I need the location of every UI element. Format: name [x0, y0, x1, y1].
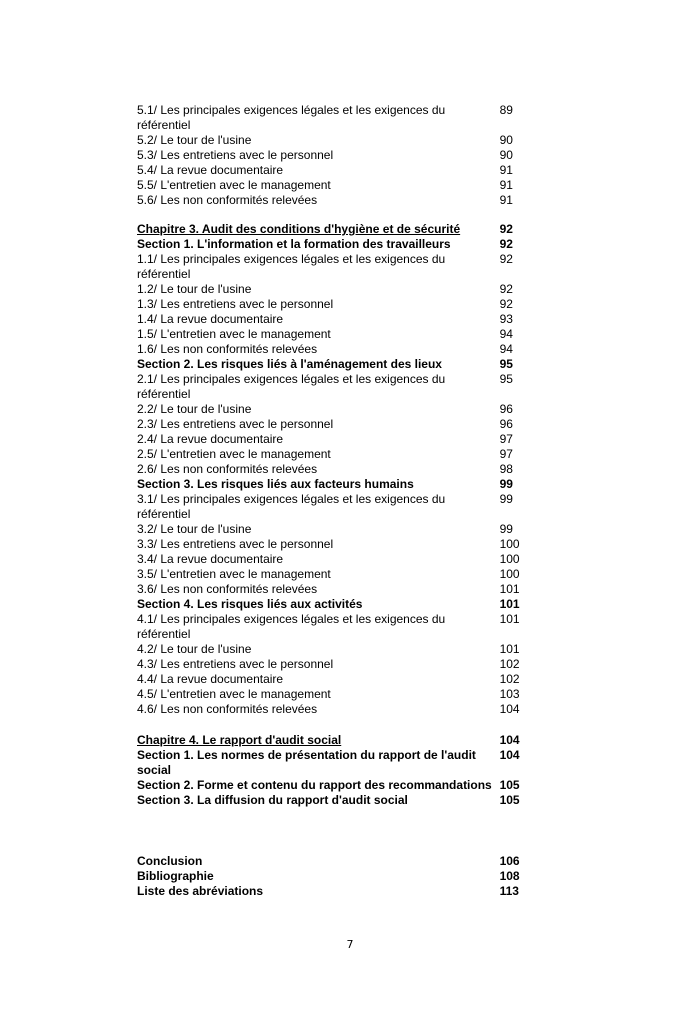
toc-chapter-row: [137, 222, 537, 237]
toc-entry-title: 5.2/ Le tour de l'usine: [137, 133, 252, 147]
toc-entry-page: 104: [499, 748, 520, 762]
toc-section-row: [137, 477, 537, 492]
toc-chapter-row: [137, 733, 537, 748]
toc-section-row: [137, 869, 537, 884]
toc-entry-title: 2.3/ Les entretiens avec le personnel: [137, 417, 334, 431]
toc-entry-page: 102: [499, 672, 520, 686]
toc-entry-row: [137, 402, 537, 417]
toc-entry-page: 90: [499, 148, 513, 162]
toc-entry-title: Section 1. Les normes de présentation du rapport de l'audit social: [137, 748, 476, 777]
toc-entry-row: [137, 447, 537, 462]
toc-entry-title: 4.6/ Les non conformités relevées: [137, 702, 318, 716]
toc-entry-page: 89: [499, 103, 513, 117]
toc-entry-title: 4.1/ Les principales exigences légales et les exigences du référentiel: [137, 612, 446, 641]
toc-entry-row: [137, 642, 537, 657]
toc-entry-row: [137, 178, 537, 193]
toc-entry-page: 92: [499, 252, 513, 266]
toc-entry-row: [137, 312, 537, 327]
toc-entry-title: 2.1/ Les principales exigences légales et les exigences du référentiel: [137, 372, 446, 401]
toc-entry-page: 100: [499, 567, 520, 581]
toc-entry-title: 5.1/ Les principales exigences légales et les exigences du référentiel: [137, 103, 446, 132]
toc-entry-title: 4.5/ L'entretien avec le management: [137, 687, 331, 701]
toc-entry-row: [137, 372, 537, 402]
toc-entry-title: 1.1/ Les principales exigences légales et les exigences du référentiel: [137, 252, 446, 281]
toc-entry-title: 5.5/ L'entretien avec le management: [137, 178, 331, 192]
toc-entry-row: [137, 148, 537, 163]
toc-entry-row: [137, 702, 537, 717]
toc-entry-title: 3.2/ Le tour de l'usine: [137, 522, 252, 536]
toc-entry-title: 1.5/ L'entretien avec le management: [137, 327, 331, 341]
toc-entry-page: 91: [499, 163, 513, 177]
toc-entry-row: [137, 342, 537, 357]
toc-entry-page: 91: [499, 178, 513, 192]
toc-entry-page: 96: [499, 402, 513, 416]
toc-section-row: [137, 748, 537, 778]
toc-entry-title: 2.2/ Le tour de l'usine: [137, 402, 252, 416]
toc-section-row: [137, 854, 537, 869]
toc-entry-row: [137, 537, 537, 552]
toc-entry-page: 93: [499, 312, 513, 326]
toc-entry-title: 1.4/ La revue documentaire: [137, 312, 284, 326]
toc-entry-title: Section 3. Les risques liés aux facteurs humains: [137, 477, 414, 491]
page-number: 7: [346, 938, 354, 951]
toc-entry-title: 3.4/ La revue documentaire: [137, 552, 284, 566]
toc-section-row: [137, 884, 537, 899]
toc-entry-page: 92: [499, 222, 513, 236]
toc-entry-row: [137, 163, 537, 178]
toc-section-row: [137, 357, 537, 372]
toc-entry-row: [137, 297, 537, 312]
toc-entry-page: 99: [499, 522, 513, 536]
toc-entry-title: 4.3/ Les entretiens avec le personnel: [137, 657, 334, 671]
toc-section-row: [137, 778, 537, 793]
toc-entry-row: [137, 522, 537, 537]
toc-entry-title: Section 2. Les risques liés à l'aménagement des lieux: [137, 357, 442, 371]
toc-entry-title: 3.6/ Les non conformités relevées: [137, 582, 318, 596]
toc-entry-title: Conclusion: [137, 854, 203, 868]
toc-entry-title: 1.3/ Les entretiens avec le personnel: [137, 297, 334, 311]
toc-entry-page: 101: [499, 597, 520, 611]
toc-entry-title: 3.3/ Les entretiens avec le personnel: [137, 537, 334, 551]
toc-entry-title: 4.4/ La revue documentaire: [137, 672, 284, 686]
toc-entry-page: 100: [499, 537, 520, 551]
toc-entry-page: 99: [499, 492, 513, 506]
toc-entry-title: 2.5/ L'entretien avec le management: [137, 447, 331, 461]
toc-entry-page: 104: [499, 733, 520, 747]
toc-entry-page: 91: [499, 193, 513, 207]
toc-entry-row: [137, 612, 537, 642]
toc-entry-page: 101: [499, 612, 520, 626]
toc-entry-title: Chapitre 4. Le rapport d'audit social: [137, 733, 342, 747]
toc-entry-title: Section 2. Forme et contenu du rapport des recommandations: [137, 778, 492, 792]
toc-entry-page: 95: [499, 372, 513, 386]
toc-entry-title: 5.6/ Les non conformités relevées: [137, 193, 318, 207]
toc-entry-page: 102: [499, 657, 520, 671]
toc-entry-row: [137, 582, 537, 597]
toc-entry-row: [137, 567, 537, 582]
toc-section-row: [137, 597, 537, 612]
toc-section-row: [137, 237, 537, 252]
toc-entry-page: 97: [499, 447, 513, 461]
toc-entry-page: 101: [499, 642, 520, 656]
toc-entry-title: 1.6/ Les non conformités relevées: [137, 342, 318, 356]
toc-entry-title: Chapitre 3. Audit des conditions d'hygiène et de sécurité: [137, 222, 461, 236]
toc-entry-page: 97: [499, 432, 513, 446]
toc-entry-row: [137, 103, 537, 133]
toc-entry-row: [137, 252, 537, 282]
toc-entry-page: 105: [499, 793, 520, 807]
toc-entry-title: Section 1. L'information et la formation des travailleurs: [137, 237, 451, 251]
toc-entry-page: 92: [499, 282, 513, 296]
toc-section-row: [137, 793, 537, 808]
toc-entry-page: 108: [499, 869, 520, 883]
toc-entry-page: 92: [499, 297, 513, 311]
toc-entry-page: 105: [499, 778, 520, 792]
toc-entry-page: 96: [499, 417, 513, 431]
toc-entry-page: 94: [499, 342, 513, 356]
toc-entry-row: [137, 687, 537, 702]
toc-entry-page: 113: [499, 884, 519, 898]
toc-entry-title: Liste des abréviations: [137, 884, 264, 898]
toc-entry-title: 3.1/ Les principales exigences légales et les exigences du référentiel: [137, 492, 446, 521]
toc-entry-page: 104: [499, 702, 520, 716]
toc-entry-title: 2.6/ Les non conformités relevées: [137, 462, 318, 476]
toc-entry-row: [137, 417, 537, 432]
toc-entry-row: [137, 657, 537, 672]
toc-entry-row: [137, 432, 537, 447]
toc-entry-title: 4.2/ Le tour de l'usine: [137, 642, 252, 656]
toc-entry-page: 106: [499, 854, 520, 868]
toc-entry-page: 103: [499, 687, 520, 701]
toc-entry-row: [137, 462, 537, 477]
toc-entry-page: 94: [499, 327, 513, 341]
toc-entry-page: 92: [499, 237, 513, 251]
toc-entry-page: 90: [499, 133, 513, 147]
toc-entry-row: [137, 282, 537, 297]
toc-entry-page: 100: [499, 552, 520, 566]
toc-entry-title: Bibliographie: [137, 869, 214, 883]
toc-entry-title: 5.4/ La revue documentaire: [137, 163, 284, 177]
toc-entry-row: [137, 193, 537, 208]
toc-entry-title: Section 4. Les risques liés aux activités: [137, 597, 363, 611]
toc-entry-page: 95: [499, 357, 513, 371]
toc-entry-row: [137, 672, 537, 687]
toc-entry-row: [137, 133, 537, 148]
toc-entry-title: Section 3. La diffusion du rapport d'audit social: [137, 793, 408, 807]
toc-entry-title: 3.5/ L'entretien avec le management: [137, 567, 331, 581]
toc-entry-row: [137, 552, 537, 567]
toc-entry-title: 5.3/ Les entretiens avec le personnel: [137, 148, 334, 162]
table-of-contents: [137, 103, 537, 899]
toc-entry-row: [137, 327, 537, 342]
toc-entry-page: 101: [499, 582, 520, 596]
toc-entry-page: 99: [499, 477, 513, 491]
toc-entry-title: 2.4/ La revue documentaire: [137, 432, 284, 446]
toc-entry-title: 1.2/ Le tour de l'usine: [137, 282, 252, 296]
toc-entry-page: 98: [499, 462, 513, 476]
toc-entry-row: [137, 492, 537, 522]
